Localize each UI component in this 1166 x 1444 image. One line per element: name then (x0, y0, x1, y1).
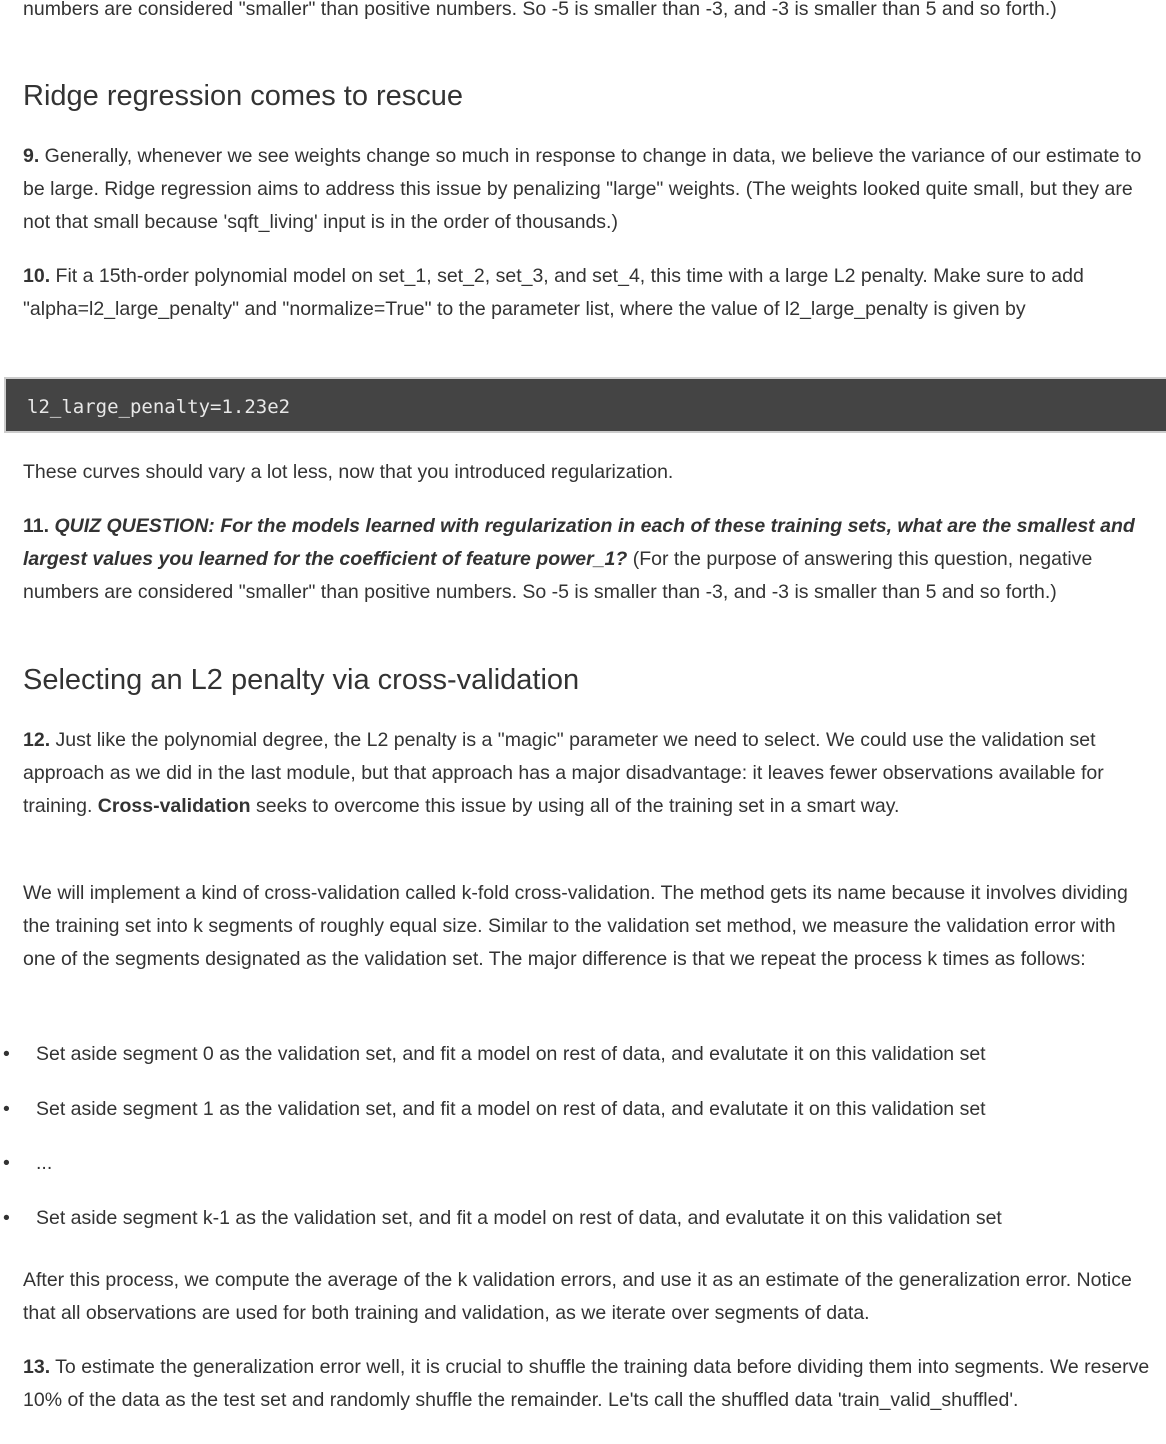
paragraph-text: Fit a 15th-order polynomial model on set_1, set_2, set_3, and set_4, this time with a large L2 penalty. Make sure to add "alpha=l2_large_penalty" and "normalize=True" to the parameter list, where the value of l2_large_penalty is given by (23, 265, 1084, 320)
item-number: 10. (23, 265, 51, 287)
paragraph-text: (For the purpose of answering this question, negative numbers are considered "smaller" than positive numbers. So -5 is smaller than -3, and -3 is smaller than 5 and so forth.) (23, 548, 1093, 603)
paragraph-text: Just like the polynomial degree, the L2 penalty is a "magic" parameter we need to select. We could use the validation set approach as we did in the last module, but that approach has a major disadvantage: it leaves fewer observations available for training. (23, 729, 1104, 817)
item-number: 12. (23, 729, 51, 751)
code-block (4, 377, 1166, 433)
item-number: 11. (23, 515, 50, 537)
heading-ridge-regression: Ridge regression comes to rescue (23, 80, 464, 112)
bullet-icon: • (3, 1207, 10, 1229)
paragraph-9 (23, 140, 1152, 239)
item-number: 9. (23, 145, 40, 167)
bold-term: Cross-validation (97, 795, 251, 817)
quiz-question: QUIZ QUESTION: For the models learned with regularization in each of these training sets, what are the smallest and largest values you learned for the coefficient of feature power_1? (23, 515, 1135, 570)
item-number: 13. (23, 1356, 51, 1378)
intro-paragraph: numbers are considered "smaller" than positive numbers. So -5 is smaller than -3, and -3 is smaller than 5 and so forth.) (23, 0, 1057, 20)
paragraph-text: Generally, whenever we see weights change so much in response to change in data, we believe the variance of our estimate to be large. Ridge regression aims to address this issue by penalizing "large" weights. (The weights looked quite small, but they are not that small because 'sqft_living' input is in the order of thousands.) (23, 145, 1142, 233)
bullet-text: ... (36, 1152, 53, 1174)
paragraph-after-process: After this process, we compute the average of the k validation errors, and use it as an estimate of the generalization error. Notice that all observations are used for both training and validation, as we iterate over segments of data. (23, 1269, 1132, 1324)
heading-cross-validation: Selecting an L2 penalty via cross-validation (23, 664, 580, 696)
bullet-text: Set aside segment k-1 as the validation set, and fit a model on rest of data, and evalutate it on this validation set (36, 1207, 1002, 1229)
bullet-icon: • (3, 1152, 10, 1174)
paragraph-10 (23, 260, 1152, 326)
paragraph-text: To estimate the generalization error well, it is crucial to shuffle the training data before dividing them into segments. We reserve 10% of the data as the test set and randomly shuffle the remainder. Le'ts call the shuffled data 'train_valid_shuffled'. (23, 1356, 1150, 1411)
paragraph-text: seeks to overcome this issue by using all of the training set in a smart way. (250, 795, 900, 817)
code-text: l2_large_penalty=1.23e2 (27, 396, 291, 418)
bullet-icon: • (3, 1043, 10, 1065)
paragraph-13 (23, 1351, 1152, 1417)
paragraph-curves: These curves should vary a lot less, now that you introduced regularization. (23, 461, 674, 483)
paragraph-11-quiz (23, 510, 1152, 609)
paragraph-12 (23, 724, 1152, 823)
bullet-icon: • (3, 1098, 10, 1120)
bullet-text: Set aside segment 1 as the validation set, and fit a model on rest of data, and evalutate it on this validation set (36, 1098, 986, 1120)
paragraph-kfold: We will implement a kind of cross-validation called k-fold cross-validation. The method gets its name because it involves dividing the training set into k segments of roughly equal size. Similar to the validation set method, we measure the validation error with one of the segments designated as the validation set. The major difference is that we repeat the process k times as follows: (23, 882, 1128, 970)
bullet-text: Set aside segment 0 as the validation set, and fit a model on rest of data, and evalutate it on this validation set (36, 1043, 986, 1065)
